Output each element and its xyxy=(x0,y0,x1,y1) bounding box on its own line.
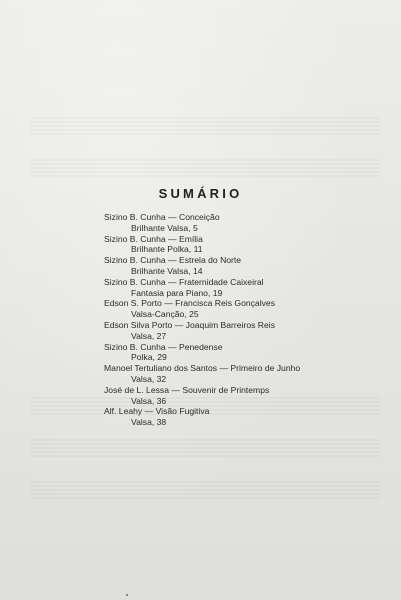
toc-entry xyxy=(104,255,300,277)
toc-entry-detail: Brilhante Polka, 11 xyxy=(131,244,203,255)
toc-entry xyxy=(104,298,300,320)
toc-entry-author-work: José de L. Lessa — Souvenir de Printemps xyxy=(104,384,270,395)
toc-entry xyxy=(104,277,300,299)
toc-entry xyxy=(104,320,300,342)
toc-entry xyxy=(104,406,300,428)
toc-entry-detail: Valsa, 36 xyxy=(131,395,167,406)
toc-entry-author-work: Sizino B. Cunha — Estrela do Norte xyxy=(104,255,242,266)
toc-entry-detail: Valsa, 38 xyxy=(131,417,167,428)
toc-entry-detail: Valsa-Canção, 25 xyxy=(131,309,199,320)
toc-entry-detail: Brilhante Valsa, 14 xyxy=(131,265,203,276)
toc-entry-author-work: Edson S. Porto — Francisca Reis Gonçalves xyxy=(104,298,275,309)
toc-entry xyxy=(104,363,300,385)
toc-entry xyxy=(104,385,300,407)
toc-entry-detail: Fantasia para Piano, 19 xyxy=(131,287,223,298)
toc-entry xyxy=(104,342,300,364)
paper-speck xyxy=(126,594,128,596)
table-of-contents xyxy=(104,212,300,428)
toc-entry-author-work: Alf. Leahy — Visão Fugitiva xyxy=(104,406,210,417)
toc-entry-author-work: Sizino B. Cunha — Emília xyxy=(104,233,203,244)
toc-entry-author-work: Manoel Tertuliano dos Santos — Primeiro de Junho xyxy=(104,363,301,374)
toc-entry-author-work: Sizino B. Cunha — Fraternidade Caixeiral xyxy=(104,276,264,287)
toc-entry-detail: Polka, 29 xyxy=(131,352,167,363)
toc-entry-author-work: Edson Silva Porto — Joaquim Barreiros Reis xyxy=(104,319,275,330)
toc-entry-author-work: Sizino B. Cunha — Conceição xyxy=(104,212,220,222)
toc-entry xyxy=(104,234,300,256)
toc-entry-author-work: Sizino B. Cunha — Penedense xyxy=(104,341,223,352)
toc-entry-detail: Valsa, 32 xyxy=(131,373,167,384)
toc-entry-detail: Brilhante Valsa, 5 xyxy=(131,222,198,233)
toc-entry-detail: Valsa, 27 xyxy=(131,330,167,341)
page-title: SUMÁRIO xyxy=(158,186,243,201)
toc-entry xyxy=(104,212,300,234)
